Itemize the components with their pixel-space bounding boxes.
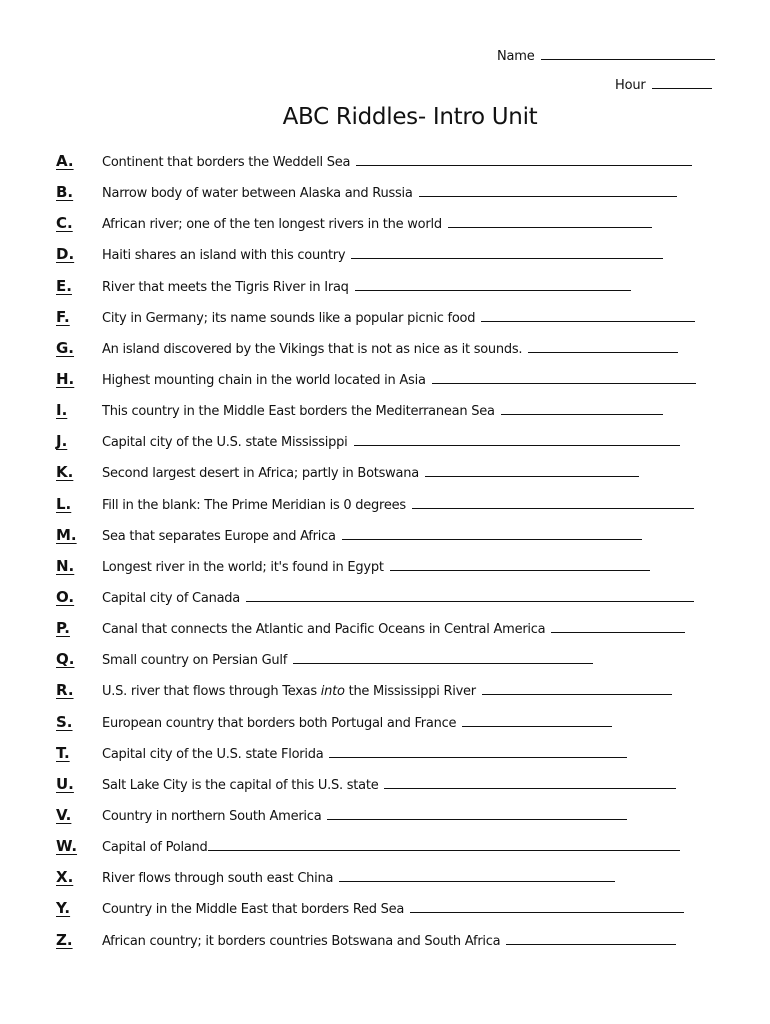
riddle-clue — [102, 433, 680, 450]
riddle-clue — [102, 340, 678, 357]
riddle-letter: B. — [56, 183, 74, 202]
riddle-clue — [102, 278, 631, 295]
riddle-clue-text: Canal that connects the Atlantic and Pacific Oceans in Central America — [102, 622, 546, 638]
page-title: ABC Riddles- Intro Unit — [282, 104, 538, 130]
answer-blank[interactable] — [425, 464, 639, 477]
answer-blank[interactable] — [551, 620, 685, 633]
riddle-clue-text: Small country on Persian Gulf — [102, 653, 288, 669]
riddle-letter: D. — [56, 245, 75, 264]
riddle-clue-text: the Mississippi River — [348, 684, 476, 700]
riddle-clue-text: Narrow body of water between Alaska and Russia — [102, 186, 413, 202]
answer-blank[interactable] — [419, 184, 677, 197]
riddle-letter: N. — [56, 556, 75, 575]
riddle-clue-text: Longest river in the world; it's found in Egypt — [102, 559, 384, 575]
riddle-clue — [102, 464, 639, 481]
riddle-item-a — [56, 150, 736, 181]
riddle-clue — [102, 589, 694, 606]
name-field[interactable] — [497, 47, 715, 64]
riddle-clue — [102, 184, 677, 201]
hour-blank[interactable] — [652, 76, 712, 89]
riddle-letter: G. — [56, 338, 75, 357]
riddle-letter: M. — [56, 525, 77, 544]
riddle-letter: K. — [56, 463, 74, 482]
riddle-clue — [102, 620, 685, 637]
riddle-letter: I. — [56, 401, 68, 420]
riddle-clue — [102, 900, 684, 917]
riddle-letter: Y. — [56, 899, 71, 918]
answer-blank[interactable] — [432, 371, 696, 384]
riddle-item-x — [56, 866, 736, 897]
riddle-letter: Q. — [56, 650, 75, 669]
riddle-clue-text: Salt Lake City is the capital of this U.S. state — [102, 777, 379, 793]
riddle-clue — [102, 527, 642, 544]
riddle-clue-text: Second largest desert in Africa; partly in Botswana — [102, 466, 419, 482]
riddle-item-l — [56, 493, 736, 524]
hour-field[interactable] — [615, 76, 712, 93]
riddle-item-v — [56, 804, 736, 835]
answer-blank[interactable] — [339, 869, 615, 882]
riddle-clue — [102, 215, 652, 232]
riddle-clue-emphasis: into — [320, 684, 345, 700]
name-label: Name — [497, 49, 535, 64]
riddle-clue-text: Sea that separates Europe and Africa — [102, 528, 336, 544]
riddle-clue-text: Country in northern South America — [102, 808, 322, 824]
riddle-item-d — [56, 243, 736, 274]
riddle-item-h — [56, 368, 736, 399]
answer-blank[interactable] — [384, 776, 676, 789]
riddle-letter: O. — [56, 587, 75, 606]
answer-blank[interactable] — [327, 807, 627, 820]
riddle-clue — [102, 776, 676, 793]
riddle-clue-text: Capital of Poland — [102, 840, 208, 856]
riddle-clue-text: Haiti shares an island with this country — [102, 248, 346, 264]
riddle-clue-text: River flows through south east China — [102, 871, 334, 887]
riddle-letter: E. — [56, 276, 72, 295]
riddle-item-t — [56, 742, 736, 773]
riddle-item-b — [56, 181, 736, 212]
riddle-clue — [102, 371, 696, 388]
riddle-clue — [102, 745, 627, 762]
riddle-letter: S. — [56, 712, 73, 731]
riddle-item-w — [56, 835, 736, 866]
riddle-letter: L. — [56, 494, 72, 513]
riddle-item-y — [56, 897, 736, 928]
riddle-clue-text: U.S. river that flows through Texas — [102, 684, 317, 700]
riddle-clue-text: This country in the Middle East borders the Mediterranean Sea — [102, 404, 495, 420]
answer-blank[interactable] — [448, 215, 652, 228]
riddle-letter: C. — [56, 214, 73, 233]
riddle-clue-text: European country that borders both Portugal and France — [102, 715, 457, 731]
riddle-item-j — [56, 430, 736, 461]
riddle-item-e — [56, 275, 736, 306]
answer-blank[interactable] — [355, 278, 631, 291]
riddle-clue-text: Capital city of Canada — [102, 590, 241, 606]
answer-blank[interactable] — [506, 932, 676, 945]
riddle-clue-text: Capital city of the U.S. state Mississippi — [102, 435, 348, 451]
riddle-clue-text: Capital city of the U.S. state Florida — [102, 746, 324, 762]
riddle-letter: R. — [56, 681, 74, 700]
answer-blank[interactable] — [390, 558, 650, 571]
answer-blank[interactable] — [412, 496, 694, 509]
riddle-letter: F. — [56, 307, 70, 326]
answer-blank[interactable] — [342, 527, 642, 540]
hour-label: Hour — [615, 78, 646, 93]
riddle-letter: T. — [56, 743, 70, 762]
answer-blank[interactable] — [528, 340, 678, 353]
riddle-clue — [102, 869, 615, 886]
riddle-clue-text: African country; it borders countries Botswana and South Africa — [102, 933, 501, 949]
riddle-letter: W. — [56, 837, 78, 856]
riddle-item-c — [56, 212, 736, 243]
riddle-item-k — [56, 461, 736, 492]
name-blank[interactable] — [541, 47, 715, 60]
riddle-item-o — [56, 586, 736, 617]
riddle-item-m — [56, 524, 736, 555]
riddle-clue — [102, 932, 676, 949]
answer-blank[interactable] — [410, 900, 684, 913]
riddle-clue — [102, 153, 692, 170]
riddle-clue-text: Continent that borders the Weddell Sea — [102, 155, 351, 170]
answer-blank[interactable] — [329, 745, 627, 758]
riddle-list — [56, 150, 736, 960]
riddle-clue — [102, 496, 694, 513]
riddle-item-z — [56, 929, 736, 960]
answer-blank[interactable] — [462, 714, 612, 727]
riddle-letter: V. — [56, 805, 72, 824]
riddle-item-s — [56, 711, 736, 742]
riddle-item-q — [56, 648, 736, 679]
riddle-item-n — [56, 555, 736, 586]
riddle-letter: U. — [56, 774, 74, 793]
riddle-clue — [102, 807, 627, 824]
answer-blank[interactable] — [356, 153, 692, 166]
answer-blank[interactable] — [482, 682, 672, 695]
answer-blank[interactable] — [354, 433, 680, 446]
riddle-clue-text: African river; one of the ten longest rivers in the world — [102, 217, 442, 233]
riddle-item-r — [56, 679, 736, 710]
riddle-item-u — [56, 773, 736, 804]
riddle-clue — [102, 309, 695, 326]
riddle-clue — [102, 402, 663, 419]
riddle-letter: Z. — [56, 930, 73, 949]
riddle-letter: J. — [56, 432, 68, 451]
riddle-item-g — [56, 337, 736, 368]
riddle-clue-text: Highest mounting chain in the world located in Asia — [102, 372, 426, 388]
answer-blank[interactable] — [501, 402, 663, 415]
riddle-letter: H. — [56, 369, 75, 388]
riddle-clue-text: City in Germany; its name sounds like a popular picnic food — [102, 310, 476, 326]
answer-blank[interactable] — [293, 651, 593, 664]
riddle-clue-text: Country in the Middle East that borders Red Sea — [102, 902, 405, 918]
riddle-clue — [102, 838, 680, 855]
answer-blank[interactable] — [208, 838, 680, 851]
answer-blank[interactable] — [246, 589, 694, 602]
answer-blank[interactable] — [481, 309, 695, 322]
riddle-letter: A. — [56, 152, 74, 170]
riddle-clue-text: An island discovered by the Vikings that is not as nice as it sounds. — [102, 341, 523, 357]
answer-blank[interactable] — [351, 246, 663, 259]
riddle-clue-text: River that meets the Tigris River in Iraq — [102, 279, 349, 295]
riddle-item-i — [56, 399, 736, 430]
riddle-clue — [102, 246, 663, 263]
riddle-clue — [102, 651, 593, 668]
riddle-clue — [102, 682, 672, 699]
riddle-item-f — [56, 306, 736, 337]
riddle-clue — [102, 558, 650, 575]
riddle-clue-text: Fill in the blank: The Prime Meridian is 0 degrees — [102, 497, 406, 513]
riddle-letter: X. — [56, 868, 74, 887]
riddle-clue — [102, 714, 612, 731]
riddle-item-p — [56, 617, 736, 648]
riddle-letter: P. — [56, 619, 70, 638]
